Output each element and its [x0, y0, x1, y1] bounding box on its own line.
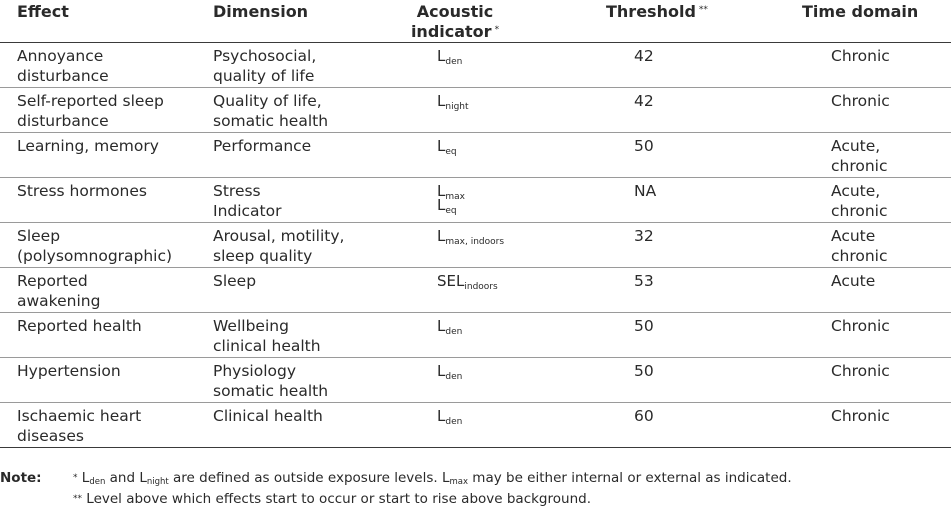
cell-dimension — [213, 361, 328, 401]
indicator-subscript: den — [445, 417, 463, 427]
cell-threshold: NA — [634, 182, 657, 200]
cell-time-domain-line: Chronic — [831, 92, 890, 110]
note-L2: L — [139, 470, 147, 486]
note-label: Note: — [0, 470, 42, 486]
cell-effect-line: diseases — [17, 427, 84, 445]
cell-time-domain-line: Chronic — [831, 362, 890, 380]
cell-effect-line: Learning, memory — [17, 137, 159, 155]
cell-threshold: 42 — [634, 47, 654, 65]
indicator-base: L — [437, 92, 446, 110]
cell-dimension-line: Psychosocial, — [213, 47, 317, 65]
cell-threshold: 60 — [634, 407, 654, 425]
header-time-domain: Time domain — [802, 2, 919, 21]
note-line2-mark: ** — [73, 494, 82, 504]
cell-time-domain-line: Acute, — [831, 137, 881, 155]
cell-effect — [17, 406, 141, 446]
cell-effect-line: (polysomnographic) — [17, 247, 173, 265]
cell-time-domain — [831, 406, 890, 426]
indicator-base: L — [437, 317, 446, 335]
header-threshold — [606, 2, 708, 22]
header-acoustic-line1: Acoustic — [416, 2, 494, 21]
cell-effect-line: Stress hormones — [17, 182, 147, 200]
table-row — [0, 133, 951, 178]
header-effect: Effect — [17, 2, 69, 21]
indicator-base: L — [437, 407, 446, 425]
cell-threshold: 50 — [634, 317, 654, 335]
cell-time-domain-line: Acute — [831, 272, 876, 290]
indicator-symbol — [437, 92, 469, 112]
cell-dimension — [213, 181, 282, 221]
header-dimension: Dimension — [213, 2, 309, 21]
cell-time-domain — [831, 226, 888, 266]
cell-acoustic-indicator — [437, 182, 465, 216]
cell-acoustic-indicator — [437, 227, 505, 247]
cell-dimension-line: quality of life — [213, 67, 315, 85]
cell-effect — [17, 271, 100, 311]
cell-dimension-line: Stress — [213, 182, 261, 200]
note-sub2: night — [146, 477, 169, 487]
indicator-base: L — [437, 227, 446, 245]
cell-acoustic-indicator — [437, 47, 463, 67]
cell-threshold: 32 — [634, 227, 654, 245]
table-row — [0, 43, 951, 88]
cell-effect — [17, 136, 159, 156]
cell-time-domain — [831, 271, 875, 291]
indicator-subscript: den — [445, 372, 463, 382]
cell-time-domain — [831, 91, 890, 111]
cell-effect-line: awakening — [17, 292, 101, 310]
cell-effect — [17, 226, 172, 266]
cell-effect-line: Ischaemic heart — [17, 407, 142, 425]
cell-time-domain-line: Acute — [831, 227, 876, 245]
note-and: and — [105, 470, 140, 486]
cell-dimension-line: clinical health — [213, 337, 321, 355]
indicator-subscript: den — [445, 327, 463, 337]
cell-dimension-line: somatic health — [213, 112, 329, 130]
cell-time-domain — [831, 181, 888, 221]
cell-dimension — [213, 46, 316, 86]
cell-effect-line: Annoyance — [17, 47, 104, 65]
table-body — [0, 43, 951, 448]
cell-threshold: 53 — [634, 272, 654, 290]
cell-dimension-line: Arousal, motility, — [213, 227, 345, 245]
table-row — [0, 88, 951, 133]
note-L3: L — [441, 470, 450, 486]
cell-dimension-line: Wellbeing — [213, 317, 289, 335]
cell-effect-line: Reported health — [17, 317, 142, 335]
cell-time-domain — [831, 361, 890, 381]
cell-time-domain-line: Chronic — [831, 47, 890, 65]
cell-dimension-line: somatic health — [213, 382, 329, 400]
note-line2-text: Level above which effects start to occur or start to rise above background. — [82, 491, 591, 507]
note-mid: are defined as outside exposure levels. — [168, 470, 442, 486]
cell-effect-line: Hypertension — [17, 362, 121, 380]
table-row — [0, 223, 951, 268]
cell-dimension — [213, 271, 256, 291]
cell-acoustic-indicator — [437, 362, 463, 382]
indicator-subscript: den — [445, 57, 463, 67]
cell-effect — [17, 181, 147, 201]
note-line1-mark: * — [73, 473, 78, 483]
indicator-symbol — [437, 407, 463, 427]
note-end: may be either internal or external as indicated. — [468, 470, 792, 486]
cell-effect — [17, 46, 109, 86]
cell-dimension-line: sleep quality — [213, 247, 313, 265]
cell-dimension — [213, 406, 323, 426]
cell-effect — [17, 91, 164, 131]
cell-time-domain-line: chronic — [831, 247, 888, 265]
note-sub1: den — [89, 477, 106, 487]
cell-dimension — [213, 316, 321, 356]
cell-dimension-line: Sleep — [213, 272, 257, 290]
indicator-symbol — [437, 137, 457, 157]
cell-time-domain-line: chronic — [831, 157, 888, 175]
note-line-1 — [73, 470, 792, 491]
cell-dimension-line: Performance — [213, 137, 312, 155]
cell-acoustic-indicator — [437, 272, 498, 292]
cell-effect-line: disturbance — [17, 112, 109, 130]
cell-acoustic-indicator — [437, 137, 457, 157]
indicator-symbol — [437, 317, 463, 337]
cell-effect-line: Reported — [17, 272, 88, 290]
cell-time-domain-line: Chronic — [831, 317, 890, 335]
cell-effect-line: Sleep — [17, 227, 61, 245]
header-acoustic-mark: * — [494, 25, 500, 35]
indicator-subscript: night — [445, 102, 469, 112]
indicator-symbol — [437, 227, 505, 247]
cell-effect-line: disturbance — [17, 67, 109, 85]
table-row — [0, 268, 951, 313]
cell-dimension-line: Physiology — [213, 362, 297, 380]
indicator-base: L — [437, 196, 446, 214]
table-row — [0, 178, 951, 223]
indicator-base: SEL — [437, 272, 465, 290]
indicator-subscript: indoors — [464, 282, 498, 292]
note-sub3: max — [449, 477, 469, 487]
cell-dimension-line: Indicator — [213, 202, 282, 220]
cell-threshold: 42 — [634, 92, 654, 110]
indicator-base: L — [437, 362, 446, 380]
table-row — [0, 313, 951, 358]
note-L1: L — [81, 470, 90, 486]
cell-time-domain-line: chronic — [831, 202, 888, 220]
header-threshold-mark: ** — [698, 5, 708, 15]
cell-acoustic-indicator — [437, 407, 463, 427]
indicator-symbol — [437, 272, 498, 292]
cell-effect-line: Self-reported sleep — [17, 92, 164, 110]
cell-dimension — [213, 91, 328, 131]
table-header — [0, 0, 951, 43]
cell-effect — [17, 361, 121, 381]
cell-dimension-line: Quality of life, — [213, 92, 322, 110]
header-acoustic-line2: indicator — [410, 22, 492, 41]
indicator-subscript: eq — [445, 147, 457, 157]
indicator-symbol — [437, 47, 463, 67]
indicator-base: L — [437, 182, 446, 200]
cell-time-domain-line: Acute, — [831, 182, 881, 200]
indicator-subscript: max, indoors — [445, 237, 505, 247]
indicator-base: L — [437, 137, 446, 155]
indicator-subscript: eq — [445, 206, 457, 216]
cell-effect — [17, 316, 142, 336]
cell-acoustic-indicator — [437, 92, 469, 112]
cell-time-domain — [831, 46, 890, 66]
indicator-base: L — [437, 47, 446, 65]
cell-acoustic-indicator — [437, 317, 463, 337]
note-line-2 — [73, 491, 792, 508]
cell-time-domain — [831, 136, 888, 176]
header-acoustic-indicator — [410, 2, 500, 42]
header-threshold-label: Threshold — [606, 2, 696, 21]
table-row — [0, 358, 951, 403]
cell-dimension — [213, 136, 311, 156]
note-lines — [73, 470, 792, 508]
cell-threshold: 50 — [634, 137, 654, 155]
cell-dimension — [213, 226, 344, 266]
indicator-subscript: max — [445, 192, 465, 202]
cell-dimension-line: Clinical health — [213, 407, 323, 425]
cell-time-domain-line: Chronic — [831, 407, 890, 425]
cell-time-domain — [831, 316, 890, 336]
table-row — [0, 403, 951, 448]
indicator-symbol — [437, 362, 463, 382]
cell-threshold: 50 — [634, 362, 654, 380]
